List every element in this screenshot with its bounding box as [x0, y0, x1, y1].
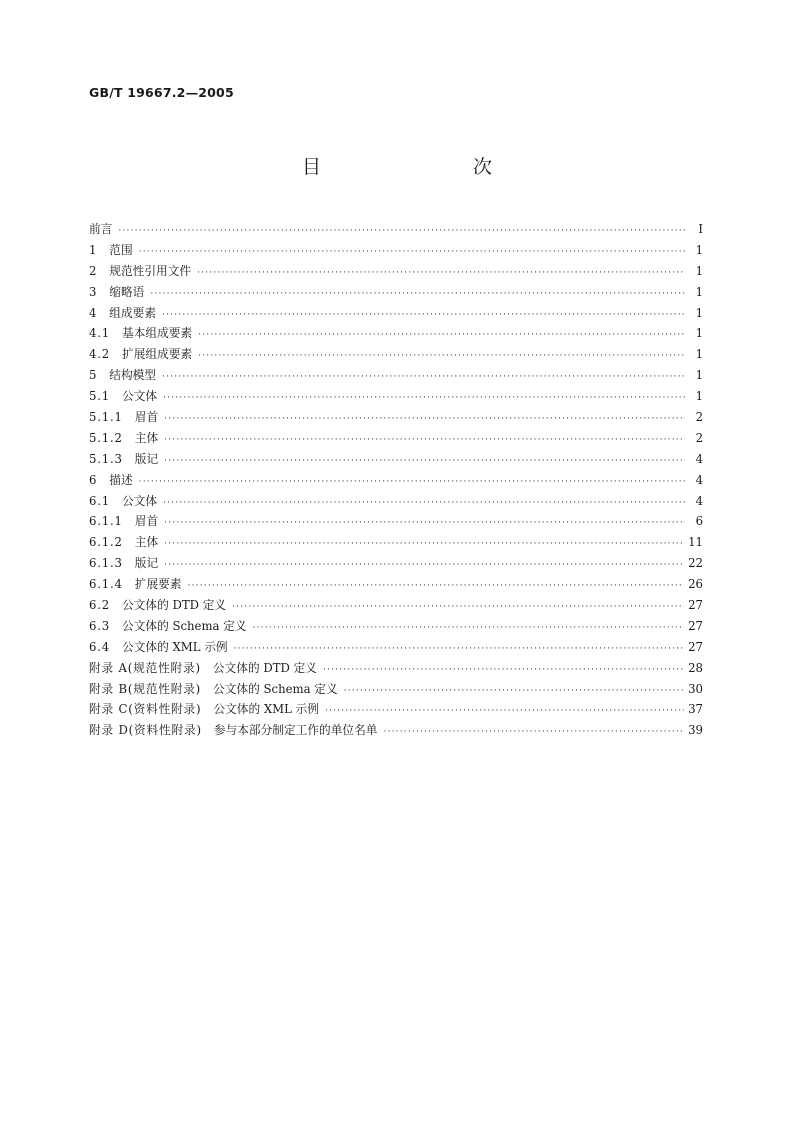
toc-entry[interactable]	[89, 658, 703, 679]
toc-entry-number: 附录 B(规范性附录)	[89, 681, 202, 696]
toc-entry-title: 公文体的 XML 示例	[213, 702, 319, 717]
toc-entry-page: 11	[688, 535, 703, 550]
toc-entry-title: 眉首	[134, 410, 159, 425]
toc-entry-page: 28	[688, 660, 703, 675]
standard-code: GB/T 19667.2—2005	[89, 85, 234, 100]
toc-entry-title: 版记	[134, 451, 159, 466]
toc-entry[interactable]	[89, 323, 703, 344]
toc-entry-number: 5	[89, 368, 98, 383]
toc-entry-number: 5.1	[89, 389, 110, 404]
toc-entry-number: 5.1.2	[89, 430, 123, 445]
toc-entry-page: 1	[695, 326, 703, 341]
toc-entry-number: 6.1	[89, 493, 110, 508]
toc-entry-number: 6.2	[89, 598, 110, 613]
toc-entry-page: 4	[695, 472, 703, 487]
toc-dot-leader	[162, 305, 685, 326]
toc-entry[interactable]	[89, 365, 703, 386]
toc-entry-title: 组成要素	[109, 305, 157, 320]
toc-dot-leader	[163, 388, 685, 409]
toc-entry-page: 22	[688, 556, 703, 571]
toc-dot-leader	[188, 576, 685, 597]
toc-entry[interactable]	[89, 407, 703, 428]
toc-entry[interactable]	[89, 637, 703, 658]
toc-dot-leader	[163, 493, 685, 514]
toc-entry-number: 1	[89, 242, 98, 257]
toc-dot-leader	[164, 534, 684, 555]
toc-entry-number: 附录 A(规范性附录)	[89, 660, 201, 675]
toc-entry-page: 1	[695, 305, 703, 320]
toc-entry[interactable]	[89, 282, 703, 303]
toc-entry-number: 附录 D(资料性附录)	[89, 723, 202, 738]
toc-entry[interactable]	[89, 720, 703, 741]
toc-dot-leader	[164, 430, 685, 451]
toc-entry-title: 主体	[134, 430, 159, 445]
toc-entry-title: 缩略语	[109, 284, 145, 299]
toc-dot-leader	[198, 346, 685, 367]
toc-entry-number: 6.1.2	[89, 535, 123, 550]
toc-dot-leader	[234, 639, 685, 660]
toc-entry-page: 30	[688, 681, 703, 696]
toc-entry-page: 27	[688, 598, 703, 613]
toc-entry-title: 公文体	[122, 493, 158, 508]
toc-entry-page: 1	[695, 242, 703, 257]
toc-entry[interactable]	[89, 470, 703, 491]
toc-entry-number: 6.1.3	[89, 556, 123, 571]
toc-entry-title: 版记	[134, 556, 159, 571]
toc-entry-title: 描述	[109, 472, 133, 487]
toc-entry[interactable]	[89, 386, 703, 407]
toc-entry-title: 公文体的 Schema 定义	[122, 618, 247, 633]
toc-dot-leader	[164, 513, 685, 534]
toc-entry[interactable]	[89, 491, 703, 512]
toc-entry[interactable]	[89, 261, 703, 282]
toc-entry-title: 扩展要素	[134, 577, 182, 592]
toc-entry[interactable]	[89, 699, 703, 720]
toc-entry[interactable]	[89, 595, 703, 616]
toc-entry-page: 1	[695, 263, 703, 278]
toc-entry-page: 1	[695, 347, 703, 362]
toc-entry[interactable]	[89, 240, 703, 261]
toc-entry-number: 2	[89, 263, 98, 278]
toc-entry-page: 27	[688, 639, 703, 654]
table-of-contents	[89, 219, 703, 741]
toc-entry-number: 6.1.4	[89, 577, 123, 592]
toc-entry-number: 4.1	[89, 326, 110, 341]
toc-entry-number: 6.3	[89, 618, 110, 633]
toc-entry-title: 基本组成要素	[122, 326, 193, 341]
toc-dot-leader	[232, 597, 684, 618]
toc-entry-title: 眉首	[134, 514, 159, 529]
page-title: 目 次	[301, 156, 530, 178]
toc-entry[interactable]	[89, 616, 703, 637]
toc-entry-page: 1	[695, 368, 703, 383]
toc-entry-title: 公文体	[122, 389, 158, 404]
toc-dot-leader	[118, 221, 685, 242]
toc-entry-title: 主体	[134, 535, 159, 550]
toc-entry[interactable]	[89, 511, 703, 532]
toc-entry-page: 1	[695, 389, 703, 404]
toc-entry-number: 6.4	[89, 639, 110, 654]
toc-dot-leader	[198, 325, 685, 346]
toc-entry-page: 27	[688, 618, 703, 633]
toc-entry-page: 39	[688, 723, 703, 738]
toc-dot-leader	[162, 367, 685, 388]
toc-entry[interactable]	[89, 574, 703, 595]
toc-entry[interactable]	[89, 449, 703, 470]
toc-entry-number: 5.1.1	[89, 410, 123, 425]
toc-entry-title: 公文体的 Schema 定义	[213, 681, 338, 696]
toc-entry-number: 4	[89, 305, 98, 320]
toc-entry-number: 3	[89, 284, 98, 299]
toc-dot-leader	[253, 618, 685, 639]
toc-dot-leader	[344, 681, 684, 702]
toc-dot-leader	[164, 409, 685, 430]
toc-entry-page: 4	[695, 451, 703, 466]
toc-entry-title: 公文体的 DTD 定义	[122, 598, 227, 613]
toc-entry-number: 6	[89, 472, 98, 487]
toc-entry[interactable]	[89, 553, 703, 574]
toc-dot-leader	[139, 472, 685, 493]
toc-dot-leader	[323, 660, 684, 681]
toc-entry[interactable]	[89, 219, 703, 240]
toc-entry[interactable]	[89, 303, 703, 324]
toc-entry-title: 结构模型	[109, 368, 157, 383]
toc-entry-title: 前言	[89, 222, 113, 236]
toc-entry-title: 规范性引用文件	[109, 263, 192, 278]
toc-entry-title: 范围	[109, 242, 133, 257]
toc-entry[interactable]	[89, 532, 703, 553]
toc-dot-leader	[139, 242, 685, 263]
toc-entry-title: 公文体的 XML 示例	[122, 639, 228, 654]
toc-dot-leader	[164, 555, 684, 576]
toc-entry[interactable]	[89, 679, 703, 700]
toc-entry-page: 4	[695, 493, 703, 508]
toc-dot-leader	[383, 722, 684, 743]
toc-entry-page: 1	[695, 284, 703, 299]
toc-dot-leader	[164, 451, 685, 472]
toc-entry-page: 26	[688, 577, 703, 592]
toc-entry-title: 公文体的 DTD 定义	[212, 660, 317, 675]
toc-dot-leader	[197, 263, 685, 284]
toc-entry[interactable]	[89, 428, 703, 449]
toc-entry-page: 37	[688, 702, 703, 717]
toc-entry-page: 6	[695, 514, 703, 529]
toc-entry-number: 4.2	[89, 347, 110, 362]
toc-dot-leader	[150, 284, 685, 305]
toc-entry-title: 扩展组成要素	[122, 347, 193, 362]
toc-entry-page: 2	[695, 410, 703, 425]
toc-entry-number: 附录 C(资料性附录)	[89, 702, 202, 717]
toc-entry-page: 2	[695, 430, 703, 445]
toc-dot-leader	[325, 701, 684, 722]
toc-entry-number: 6.1.1	[89, 514, 123, 529]
toc-entry-title: 参与本部分制定工作的单位名单	[213, 723, 378, 738]
toc-entry-page: I	[698, 222, 703, 236]
toc-entry-number: 5.1.3	[89, 451, 123, 466]
toc-entry[interactable]	[89, 344, 703, 365]
